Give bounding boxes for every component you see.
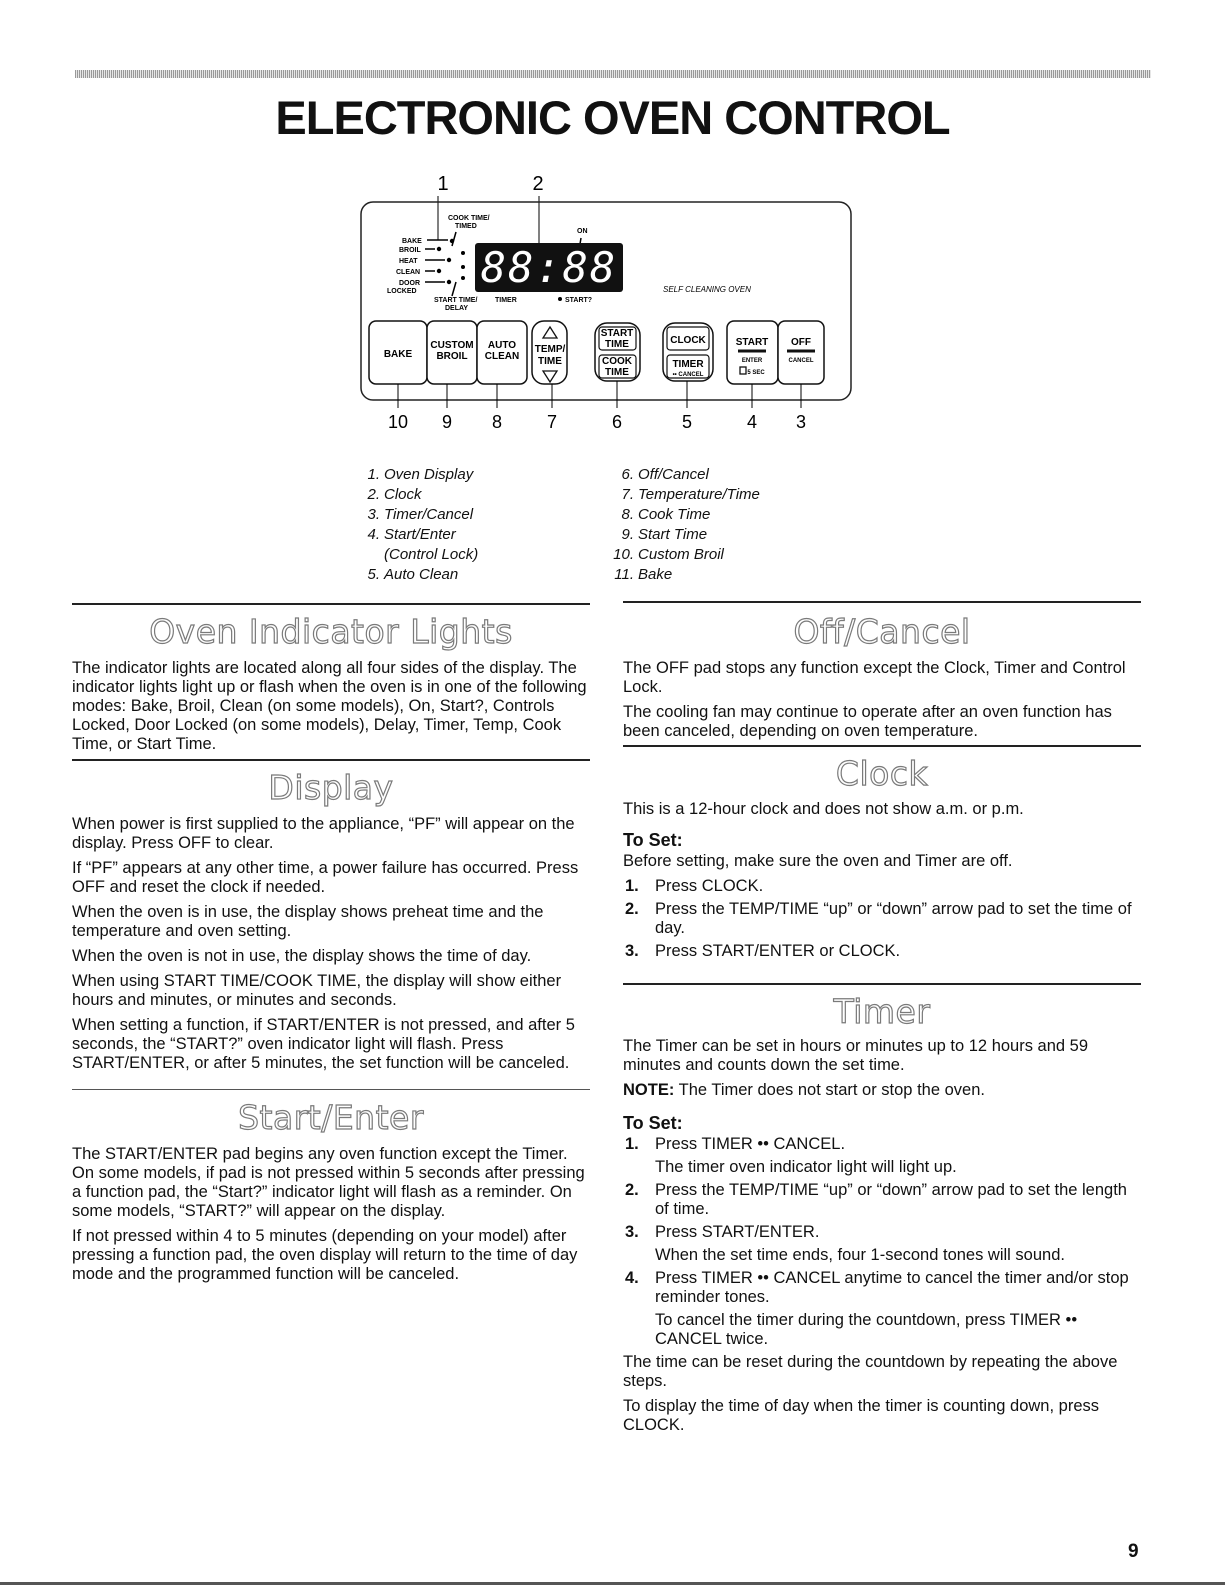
callout-10: 10	[387, 412, 409, 432]
timer-label: TIMER	[672, 359, 704, 370]
legend-item: 6. Off/Cancel	[621, 466, 709, 483]
paragraph: This is a 12-hour clock and does not show a.m. or p.m.	[623, 800, 1024, 818]
temp-label: TEMP/	[534, 344, 566, 355]
paragraph: The OFF pad stops any function except the Clock, Timer and Control Lock.	[623, 659, 1126, 696]
legend-item: 8. Cook Time	[621, 506, 711, 523]
legend-item: 11. Bake	[614, 566, 673, 583]
timer-section	[623, 1037, 1143, 1441]
step: 2. Press the TEMP/TIME “up” or “down” arrow pad to set the time of day.	[625, 900, 1132, 937]
cook-time-label-2: TIME	[605, 367, 629, 378]
callout-6: 6	[611, 412, 623, 432]
callout-3: 3	[795, 412, 807, 432]
cancel-label: CANCEL	[788, 358, 814, 364]
section-rule	[623, 983, 1141, 985]
label-heat: HEAT	[399, 258, 418, 265]
step: 3. Press START/ENTER. When the set time ends, four 1-second tones will sound.	[625, 1223, 1065, 1264]
label-delay: DELAY	[445, 305, 469, 312]
timer-heading: Timer	[833, 992, 931, 1031]
step: 3. Press START/ENTER or CLOCK.	[625, 942, 901, 960]
clock-section	[623, 800, 1143, 965]
control-panel-svg	[355, 168, 875, 438]
clean-label: CLEAN	[484, 351, 520, 362]
label-cook-time: COOK TIME/	[448, 215, 490, 222]
legend-item: 1. Oven Display	[367, 466, 474, 483]
callout-5: 5	[681, 412, 693, 432]
paragraph: The START/ENTER pad begins any oven function except the Timer. On some models, if pad is not pressed within 5 seconds after pressing a function pad, the “Start?” indicator light will flash as a reminder. On some models, “START?” will appear on the display.	[72, 1145, 585, 1220]
paragraph: The indicator lights are located along all four sides of the display. The indicator lights light up or flash when the oven is in one of the following modes: Bake, Broil, Clean (on some models), On, Start?, Controls Locked, Door Locked (on some models), Delay, Timer, Temp, Cook Time, or Start Time.	[72, 659, 587, 753]
legend-item: 10. Custom Broil	[613, 546, 724, 563]
paragraph: The time can be reset during the countdown by repeating the above steps.	[623, 1353, 1118, 1390]
label-start-q: START?	[565, 297, 593, 304]
custom-label: CUSTOM	[430, 340, 474, 351]
paragraph: When the oven is in use, the display shows preheat time and the temperature and oven setting.	[72, 903, 544, 940]
label-start-time: START TIME/	[434, 297, 478, 304]
label-clean: CLEAN	[396, 269, 421, 276]
section-rule	[623, 601, 1141, 603]
callout-8: 8	[491, 412, 503, 432]
start-enter-heading: Start/Enter	[238, 1098, 424, 1137]
self-cleaning-label: SELF CLEANING OVEN	[663, 285, 751, 294]
start-time-label-2: TIME	[605, 339, 629, 350]
paragraph: The cooling fan may continue to operate after an oven function has been canceled, depending on oven temperature.	[623, 703, 1112, 740]
time-label: TIME	[538, 356, 562, 367]
indicator-dots	[437, 239, 465, 284]
legend-item: 3. Timer/Cancel	[367, 506, 474, 523]
legend-item-continuation: (Control Lock)	[384, 546, 479, 563]
timer-steps	[623, 1135, 1143, 1349]
section-rule	[623, 745, 1141, 747]
oven-indicator-lights-section	[72, 659, 592, 760]
display-section	[72, 815, 592, 1079]
page-number: 9	[1128, 1541, 1139, 1562]
legend-right	[612, 465, 760, 585]
legend-item: 7. Temperature/Time	[621, 486, 760, 503]
step: 1. Press CLOCK.	[625, 877, 764, 895]
step: 4. Press TIMER •• CANCEL anytime to cancel the timer and/or stop reminder tones. To cancel the timer during the countdown, press TIMER •• CANCEL twice.	[625, 1269, 1129, 1348]
paragraph: Before setting, make sure the oven and Timer are off.	[623, 852, 1013, 870]
label-door: DOOR	[399, 280, 420, 287]
start-label: START	[735, 337, 769, 348]
five-sec-label: 5 SEC	[747, 370, 765, 376]
callout-7: 7	[546, 412, 558, 432]
bake-button-label: BAKE	[383, 349, 413, 360]
page-title: ELECTRONIC OVEN CONTROL	[275, 91, 950, 144]
callout-9: 9	[441, 412, 453, 432]
label-bake: BAKE	[402, 238, 422, 245]
label-broil: BROIL	[399, 247, 421, 254]
step: 2. Press the TEMP/TIME “up” or “down” arrow pad to set the length of time.	[625, 1181, 1127, 1218]
top-decorative-rule	[75, 70, 1151, 78]
enter-label: ENTER	[741, 358, 763, 364]
label-on: ON	[577, 228, 588, 235]
note: NOTE: The Timer does not start or stop the oven.	[623, 1081, 985, 1099]
callout-2: 2	[532, 173, 544, 195]
section-rule	[72, 759, 590, 761]
label-locked: LOCKED	[387, 288, 417, 295]
paragraph: When setting a function, if START/ENTER is not pressed, and after 5 seconds, the “START?” oven indicator light will flash. Press START/ENTER, or after 5 minutes, the set function will be canceled.	[72, 1016, 575, 1072]
label-timer: TIMER	[495, 297, 517, 304]
paragraph: When power is first supplied to the appliance, “PF” will appear on the display. Press OFF to clear.	[72, 815, 575, 852]
clock-label: CLOCK	[670, 335, 706, 346]
display-digits: 88:88	[480, 243, 618, 292]
off-label: OFF	[791, 337, 811, 348]
to-set-heading: To Set:	[623, 830, 683, 850]
control-panel-diagram	[355, 168, 875, 438]
off-cancel-heading: Off/Cancel	[793, 612, 971, 651]
arrow-icons	[543, 327, 746, 382]
clock-heading: Clock	[835, 754, 929, 793]
cook-time-label-1: COOK	[602, 356, 632, 367]
start-time-label-1: START	[600, 328, 634, 339]
label-timed: TIMED	[455, 223, 477, 230]
bottom-callout-leaders	[398, 381, 801, 408]
section-rule	[72, 603, 590, 605]
paragraph: If “PF” appears at any other time, a power failure has occurred. Press OFF and reset the clock if needed.	[72, 859, 579, 896]
legend-item: 4. Start/Enter	[367, 526, 456, 543]
display-heading: Display	[268, 768, 394, 807]
clock-steps	[623, 877, 1143, 961]
step: 1. Press TIMER •• CANCEL. The timer oven indicator light will light up.	[625, 1135, 957, 1176]
start-enter-section	[72, 1145, 592, 1290]
callout-1: 1	[437, 173, 449, 195]
paragraph: When the oven is not in use, the display shows the time of day.	[72, 947, 532, 965]
auto-label: AUTO	[487, 340, 517, 351]
off-cancel-section	[623, 659, 1143, 747]
paragraph: To display the time of day when the timer is counting down, press CLOCK.	[623, 1397, 1099, 1434]
timer-cancel-label: •• CANCEL	[672, 372, 704, 378]
broil-label: BROIL	[436, 351, 468, 362]
legend-item: 2. Clock	[367, 486, 422, 503]
legend-item: 5. Auto Clean	[367, 566, 459, 583]
section-rule	[72, 1089, 590, 1090]
oven-indicator-lights-heading: Oven Indicator Lights	[149, 612, 513, 651]
paragraph: The Timer can be set in hours or minutes up to 12 hours and 59 minutes and counts down the set time.	[623, 1037, 1089, 1074]
callout-4: 4	[746, 412, 758, 432]
to-set-heading: To Set:	[623, 1113, 683, 1133]
legend-left	[358, 465, 478, 585]
paragraph: If not pressed within 4 to 5 minutes (depending on your model) after pressing a function pad, the oven display will return to the time of day mode and the programmed function will be canceled.	[72, 1227, 578, 1283]
start-indicator-dot	[558, 297, 562, 301]
legend-item: 9. Start Time	[621, 526, 708, 543]
paragraph: When using START TIME/COOK TIME, the display will show either hours and minutes, or minutes and seconds.	[72, 972, 562, 1009]
